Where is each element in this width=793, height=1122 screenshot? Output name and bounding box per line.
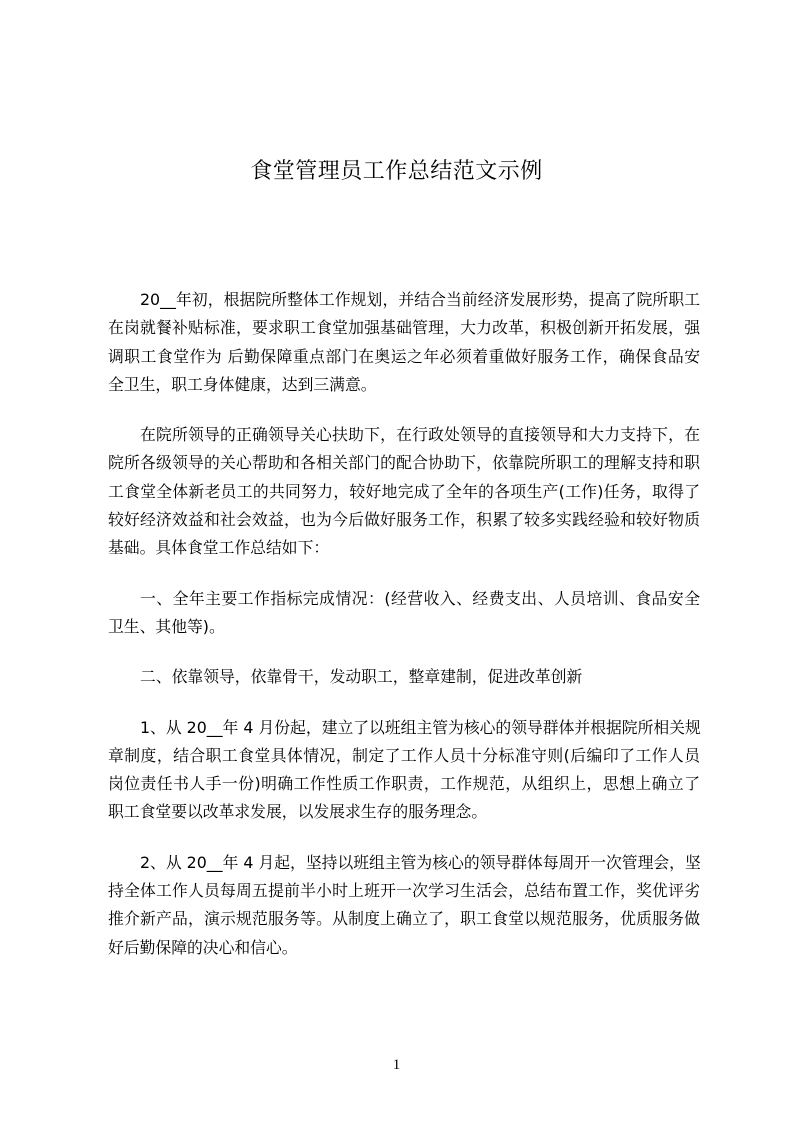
paragraph-line: 岗位责任书人手一份)明确工作性质工作职责，工作规范，从组织上，思想上确立了 [108, 774, 700, 794]
paragraph-line: 1、从 20__年 4 月份起，建立了以班组主管为核心的领导群体并根据院所相关规 [140, 717, 701, 737]
page-number: 1 [392, 1057, 401, 1073]
paragraph-line: 卫生、其他等)。 [108, 616, 225, 636]
paragraph [108, 849, 700, 962]
paragraph-line: 基础。具体食堂工作总结如下： [108, 538, 330, 558]
paragraph [108, 421, 700, 562]
paragraph-line: 好后勤保障的决心和信心。 [108, 937, 298, 957]
document-title: 食堂管理员工作总结范文示例 [250, 158, 543, 184]
paragraph-line: 二、依靠领导，依靠骨干，发动职工，整章建制，促进改革创新 [140, 667, 583, 687]
paragraph [108, 286, 700, 399]
paragraph-line: 2、从 20__年 4 月起，坚持以班组主管为核心的领导群体每周开一次管理会，坚 [140, 852, 701, 872]
paragraph-line: 在岗就餐补贴标准，要求职工食堂加强基础管理，大力改革，积极创新开拓发展，强 [108, 318, 700, 338]
paragraph-line: 持全体工作人员每周五提前半小时上班开一次学习生活会，总结布置工作，奖优评劣 [108, 881, 700, 901]
paragraph-line: 院所各级领导的关心帮助和各相关部门的配合协助下，依靠院所职工的理解支持和职 [108, 453, 700, 473]
paragraph-line: 推介新产品，演示规范服务等。从制度上确立了，职工食堂以规范服务，优质服务做 [108, 909, 700, 929]
paragraph-line: 20__年初，根据院所整体工作规划，并结合当前经济发展形势，提高了院所职工 [140, 290, 700, 309]
document-body [108, 286, 700, 984]
paragraph [108, 585, 700, 642]
paragraph-line: 全卫生，职工身体健康，达到三满意。 [108, 374, 377, 394]
paragraph [108, 714, 700, 827]
paragraph-line: 在院所领导的正确领导关心扶助下，在行政处领导的直接领导和大力支持下，在 [140, 425, 700, 445]
paragraph-line: 工食堂全体新老员工的共同努力，较好地完成了全年的各项生产(工作)任务，取得了 [108, 481, 700, 501]
paragraph-line: 一、全年主要工作指标完成情况：(经营收入、经费支出、人员培训、食品安全 [140, 588, 700, 608]
paragraph-line: 章制度，结合职工食堂具体情况，制定了工作人员十分标准守则(后编印了工作人员 [108, 745, 700, 765]
paragraph-line: 职工食堂要以改革求发展，以发展求生存的服务理念。 [108, 802, 488, 822]
paragraph [108, 663, 700, 691]
paragraph-line: 较好经济效益和社会效益，也为今后做好服务工作，积累了较多实践经验和较好物质 [108, 510, 700, 530]
paragraph-line: 调职工食堂作为 后勤保障重点部门在奥运之年必须着重做好服务工作，确保食品安 [108, 346, 700, 366]
